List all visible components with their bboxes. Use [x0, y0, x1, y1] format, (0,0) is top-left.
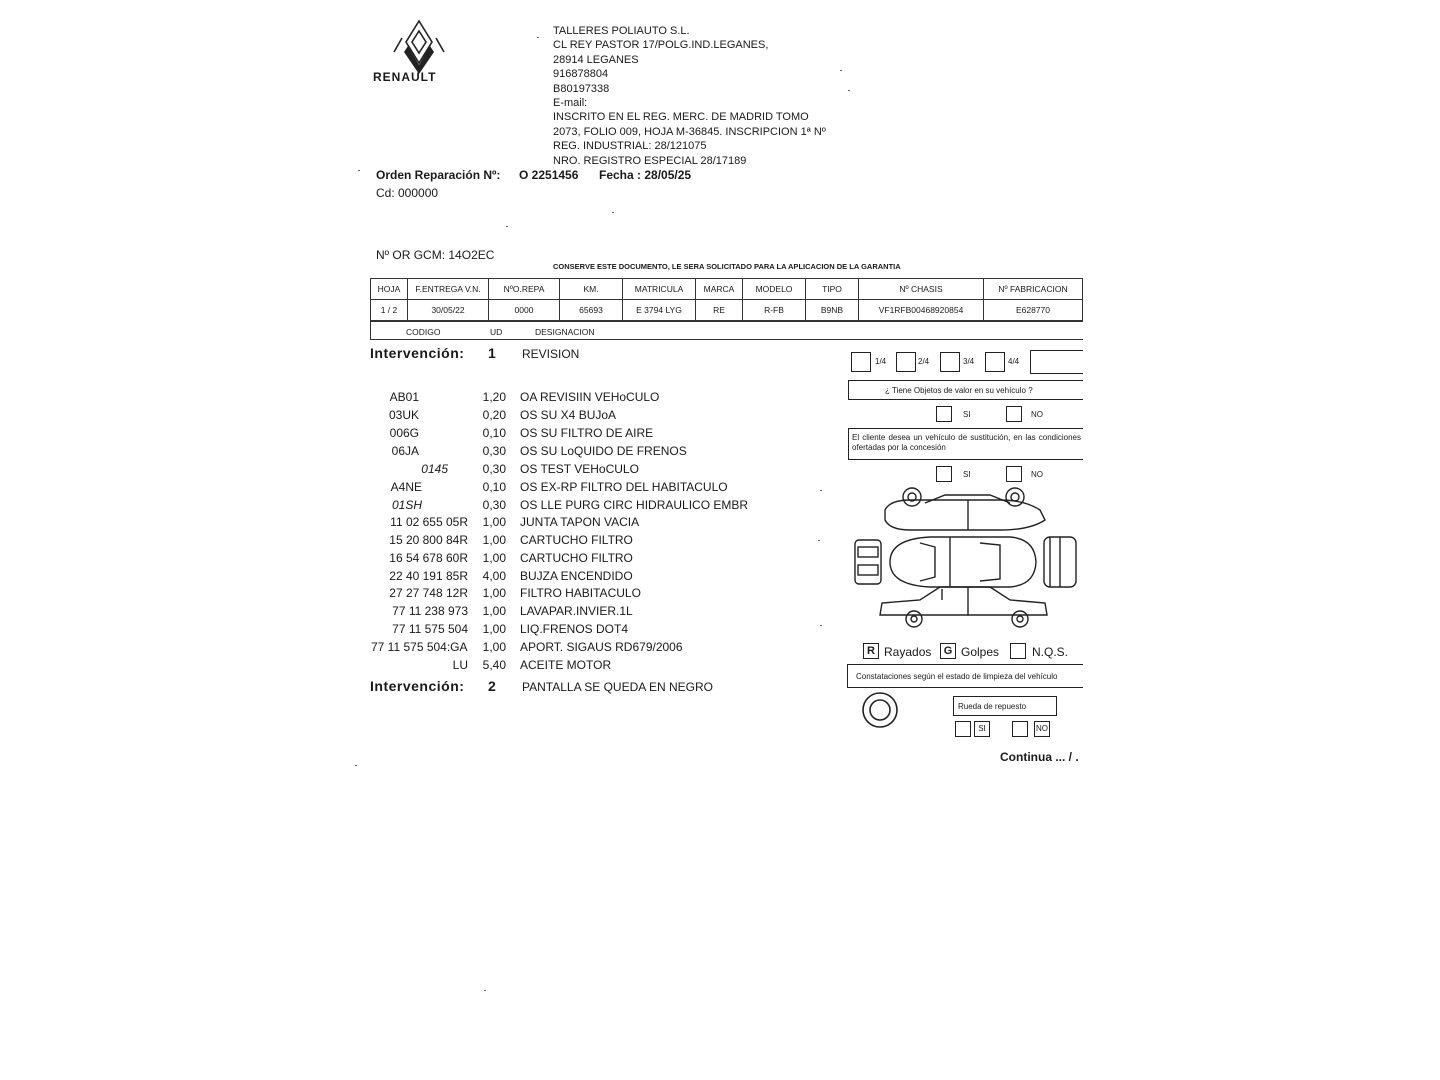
line-code: 11 02 655 05R [390, 515, 468, 529]
order-number: O 2251456 [519, 168, 579, 182]
spare-si-label: SI [974, 721, 990, 737]
table-cell: 30/05/22 [408, 300, 489, 321]
table-header: Nº FABRICACION [984, 279, 1083, 300]
list-item [0, 569, 800, 587]
substitution-si-checkbox[interactable] [936, 466, 952, 482]
constataciones-label: Constataciones según el estado de limpieza del vehículo [856, 672, 1058, 681]
column-designacion: DESIGNACION [535, 327, 595, 337]
scan-speck [355, 765, 357, 766]
table-header: MARCA [696, 279, 743, 300]
line-desc: OS EX-RP FILTRO DEL HABITACULO [520, 480, 728, 494]
line-code: 006G [389, 426, 419, 440]
car-top-view [855, 537, 1076, 587]
table-header: NºO.REPA [489, 279, 560, 300]
warranty-notice: CONSERVE ESTE DOCUMENTO, LE SERA SOLICITADO PARA LA APLICACION DE LA GARANTIA [553, 262, 901, 271]
line-qty: 1,00 [482, 622, 506, 636]
company-line: NRO. REGISTRO ESPECIAL 28/17189 [553, 154, 747, 167]
scan-speck [484, 990, 486, 991]
scan-speck [506, 226, 508, 227]
table-header: MODELO [743, 279, 806, 300]
line-qty: 1,00 [482, 515, 506, 529]
intervention-title: PANTALLA SE QUEDA EN NEGRO [522, 680, 713, 694]
company-line: INSCRITO EN EL REG. MERC. DE MADRID TOMO [553, 111, 809, 124]
spare-no-checkbox[interactable] [1012, 721, 1028, 737]
rayados-mark: R [863, 643, 879, 659]
company-line: B80197338 [553, 82, 610, 95]
car-top-side-view [885, 488, 1045, 530]
line-code: AB01 [389, 390, 419, 404]
fuel-label: 4/4 [1008, 357, 1020, 366]
line-desc: OS SU FILTRO DE AIRE [520, 426, 654, 440]
intervention-number: 2 [488, 678, 496, 694]
line-qty: 1,00 [482, 586, 506, 600]
nqs-label: N.Q.S. [1032, 645, 1069, 659]
table-cell: 65693 [560, 300, 623, 321]
list-item [0, 515, 800, 533]
fuel-checkbox[interactable] [940, 352, 960, 372]
line-desc: OS LLE PURG CIRC HIDRAULICO EMBR [520, 498, 749, 512]
line-qty: 0,20 [482, 408, 506, 422]
line-qty: 1,00 [482, 533, 506, 547]
line-desc: OS SU X4 BUJoA [520, 408, 617, 422]
order-date: Fecha : 28/05/25 [599, 168, 692, 182]
line-qty: 5,40 [482, 658, 506, 672]
golpes-label: Golpes [961, 645, 1000, 659]
line-code: 01SH [391, 498, 422, 512]
continua-label: Continua ... / . [1000, 750, 1079, 764]
vehicle-table [370, 278, 1083, 321]
line-desc: FILTRO HABITACULO [520, 586, 641, 600]
spare-wheel-box [953, 696, 1057, 716]
list-item [0, 462, 800, 480]
table-cell: RE [696, 300, 743, 321]
spare-no-label: NO [1034, 721, 1050, 737]
company-line: CL REY PASTOR 17/POLG.IND.LEGANES, [553, 39, 769, 52]
fuel-label: 2/4 [918, 357, 930, 366]
line-desc: APORT. SIGAUS RD679/2006 [520, 640, 683, 654]
valuables-no-checkbox[interactable] [1006, 406, 1022, 422]
line-desc: CARTUCHO FILTRO [520, 533, 633, 547]
line-code: 22 40 191 85R [389, 569, 468, 583]
list-item [0, 426, 800, 444]
scan-speck [820, 490, 822, 491]
spare-si-checkbox[interactable] [955, 721, 971, 737]
table-cell: E 3794 LYG [623, 300, 696, 321]
order-label: Orden Reparación Nº: [376, 168, 501, 182]
list-item [0, 498, 800, 516]
list-item [0, 640, 800, 658]
table-cell: VF1RFB00468920854 [859, 300, 984, 321]
table-header: F.ENTREGA V.N. [408, 279, 489, 300]
scan-speck [840, 70, 842, 71]
table-row [371, 300, 1083, 321]
line-desc: OA REVISIIN VEHoCULO [520, 390, 660, 404]
intervention-label: Intervención: [370, 678, 465, 694]
substitution-no-checkbox[interactable] [1006, 466, 1022, 482]
list-item [0, 658, 800, 676]
line-code: LU [452, 658, 468, 672]
table-cell: 0000 [489, 300, 560, 321]
column-codigo: CODIGO [406, 327, 441, 337]
vehicle-table-header [371, 279, 1083, 300]
table-cell: R-FB [743, 300, 806, 321]
fuel-checkbox[interactable] [851, 352, 871, 372]
line-qty: 0,10 [482, 426, 506, 440]
list-item [0, 444, 800, 462]
table-header: Nº CHASIS [859, 279, 984, 300]
line-desc: ACEITE MOTOR [520, 658, 612, 672]
order-cd: Cd: 000000 [376, 186, 439, 200]
substitution-question: El cliente desea un vehículo de sustitución, en las condiciones ofertadas por la concesión [852, 433, 1081, 452]
spare-wheel-label: Rueda de repuesto [958, 702, 1027, 711]
substitution-box [848, 428, 1083, 460]
valuables-si-checkbox[interactable] [936, 406, 952, 422]
constataciones-box [847, 664, 1083, 688]
table-header: HOJA [371, 279, 408, 300]
line-code: 15 20 800 84R [389, 533, 468, 547]
valuables-no-label: NO [1031, 410, 1043, 419]
line-desc: LIQ.FRENOS DOT4 [520, 622, 629, 636]
line-code: 77 11 575 504 [392, 622, 468, 636]
line-qty: 1,20 [482, 390, 506, 404]
line-qty: 0,10 [482, 480, 506, 494]
intervention-number: 1 [488, 345, 496, 361]
table-header: MATRICULA [623, 279, 696, 300]
table-header: TIPO [806, 279, 859, 300]
column-ud: UD [490, 327, 503, 337]
list-item [0, 551, 800, 569]
company-line: E-mail: [553, 97, 588, 110]
table-header: KM. [560, 279, 623, 300]
line-qty: 1,00 [482, 640, 506, 654]
line-desc: OS TEST VEHoCULO [520, 462, 639, 476]
nqs-checkbox[interactable] [1010, 643, 1026, 659]
line-desc: OS SU LoQUIDO DE FRENOS [520, 444, 687, 458]
scan-speck [537, 37, 539, 38]
spare-wheel-icon [860, 690, 900, 730]
intervention-title: REVISION [522, 347, 580, 361]
company-info [553, 24, 826, 168]
scan-speck [358, 170, 360, 171]
fuel-checkbox[interactable] [896, 352, 916, 372]
substitution-si-label: SI [963, 470, 971, 479]
line-desc: BUJZA ENCENDIDO [520, 569, 633, 583]
fuel-extra-box [1030, 350, 1083, 374]
line-qty: 0,30 [482, 498, 506, 512]
company-line: 916878804 [553, 68, 609, 81]
scan-speck [818, 540, 820, 541]
company-line: 28914 LEGANES [553, 53, 639, 66]
fuel-checkbox[interactable] [985, 352, 1005, 372]
line-code: 16 54 678 60R [389, 551, 468, 565]
scan-speck [848, 90, 850, 91]
column-headers [370, 321, 1083, 340]
company-line: REG. INDUSTRIAL: 28/121075 [553, 140, 707, 153]
valuables-box [848, 380, 1083, 400]
line-qty: 4,00 [482, 569, 506, 583]
list-item [0, 533, 800, 551]
list-item [0, 622, 800, 640]
line-code: 0145 [421, 462, 448, 476]
company-line: TALLERES POLIAUTO S.L. [553, 25, 690, 37]
table-cell: 1 / 2 [371, 300, 408, 321]
company-line: 2073, FOLIO 009, HOJA M-36845. INSCRIPCION 1ª Nº [553, 125, 826, 138]
valuables-si-label: SI [963, 410, 971, 419]
list-item [0, 604, 800, 622]
line-code: A4NE [390, 480, 422, 494]
line-code: 03UK [388, 408, 419, 422]
list-item [0, 586, 800, 604]
line-code: 06JA [391, 444, 419, 458]
list-item [0, 480, 800, 498]
line-code: 27 27 748 12R [389, 586, 468, 600]
fuel-label: 3/4 [963, 357, 975, 366]
scan-speck [612, 212, 614, 213]
substitution-no-label: NO [1031, 470, 1043, 479]
line-desc: LAVAPAR.INVIER.1L [520, 604, 633, 618]
brand-name: RENAULT [373, 70, 437, 84]
line-qty: 0,30 [482, 444, 506, 458]
list-item [0, 390, 800, 408]
golpes-mark: G [940, 643, 956, 659]
car-damage-diagram[interactable] [850, 485, 1082, 635]
table-cell: E628770 [984, 300, 1083, 321]
line-code: 77 11 238 973 [392, 604, 468, 618]
list-item [0, 408, 800, 426]
intervention-label: Intervención: [370, 345, 465, 361]
car-side-view [880, 587, 1047, 627]
table-cell: B9NB [806, 300, 859, 321]
line-desc: JUNTA TAPON VACIA [520, 515, 640, 529]
line-qty: 1,00 [482, 551, 506, 565]
line-qty: 1,00 [482, 604, 506, 618]
valuables-question: ¿ Tiene Objetos de valor en su vehículo ? [885, 386, 1033, 395]
fuel-label: 1/4 [875, 357, 887, 366]
line-qty: 0,30 [482, 462, 506, 476]
rayados-label: Rayados [884, 645, 932, 659]
line-code: 77 11 575 504:GA [371, 640, 468, 654]
line-desc: CARTUCHO FILTRO [520, 551, 633, 565]
order-gcm: Nº OR GCM: 14O2EC [376, 248, 495, 262]
scan-speck [820, 625, 822, 626]
